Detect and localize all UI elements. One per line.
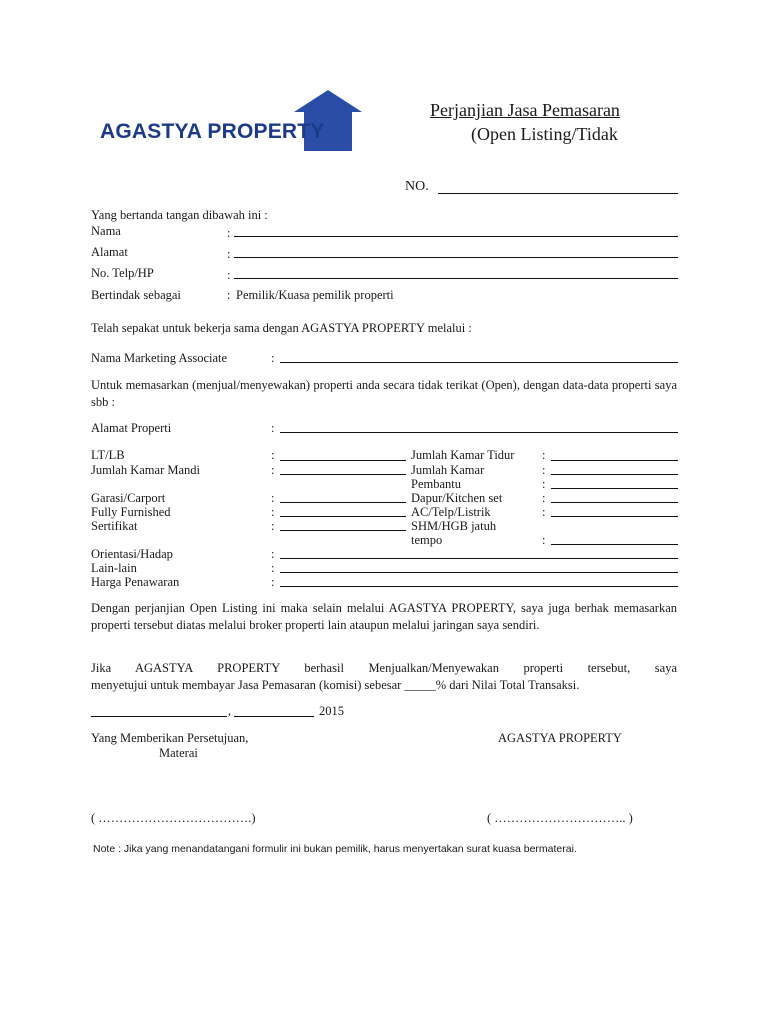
field-label-alamat: Alamat bbox=[91, 245, 128, 259]
clause-open-listing: Dengan perjanjian Open Listing ini maka selain melalui AGASTYA PROPERTY, saya juga berhak memasarkan properti tersebut diatas melalui broker properti lain ataupun melalui jaringan saya sendiri. bbox=[91, 601, 677, 632]
field-colon: : bbox=[271, 575, 275, 589]
marketing-line[interactable] bbox=[280, 362, 678, 363]
document-title: Perjanjian Jasa Pemasaran bbox=[430, 100, 620, 120]
kamar-pembantu-line[interactable] bbox=[551, 474, 678, 475]
alamat-line[interactable] bbox=[234, 257, 678, 258]
orientasi-line[interactable] bbox=[280, 558, 678, 559]
field-colon: : bbox=[542, 505, 546, 519]
field-colon: : bbox=[271, 491, 275, 505]
kamar-mandi-line[interactable] bbox=[280, 474, 406, 475]
garasi-line[interactable] bbox=[280, 502, 406, 503]
prop-label-ac: AC/Telp/Listrik bbox=[411, 505, 491, 519]
kamar-pembantu-line-2[interactable] bbox=[551, 488, 678, 489]
field-colon: : bbox=[271, 561, 275, 575]
prop-label-furnished: Fully Furnished bbox=[91, 505, 171, 519]
no-line[interactable] bbox=[438, 193, 678, 194]
field-colon: : bbox=[271, 351, 275, 365]
field-colon: : bbox=[271, 448, 275, 462]
field-colon: : bbox=[227, 226, 231, 240]
field-label-telp: No. Telp/HP bbox=[91, 266, 154, 280]
field-colon: : bbox=[271, 505, 275, 519]
field-colon: : bbox=[271, 421, 275, 435]
field-label-bertindak: Bertindak sebagai bbox=[91, 288, 181, 302]
bertindak-value: Pemilik/Kuasa pemilik properti bbox=[236, 288, 394, 302]
field-colon: : bbox=[227, 247, 231, 261]
prop-label-garasi: Garasi/Carport bbox=[91, 491, 166, 505]
signature-left-name[interactable]: ( ……………………………….) bbox=[91, 811, 256, 825]
field-colon: : bbox=[271, 519, 275, 533]
prop-label-harga: Harga Penawaran bbox=[91, 575, 180, 589]
signature-right-label: AGASTYA PROPERTY bbox=[498, 731, 622, 745]
kamar-tidur-line[interactable] bbox=[551, 460, 678, 461]
field-label-nama: Nama bbox=[91, 224, 121, 238]
clause-commission-1: Jika AGASTYA PROPERTY berhasil Menjualkan/Menyewakan properti tersebut, saya bbox=[91, 661, 677, 675]
sertifikat-line[interactable] bbox=[280, 530, 406, 531]
field-colon: : bbox=[542, 463, 546, 477]
signature-right-name[interactable]: ( ………………………….. ) bbox=[487, 811, 633, 825]
footer-note: Note : Jika yang menandatangani formulir ini bukan pemilik, harus menyertakan surat kuasa bermaterai. bbox=[93, 843, 577, 855]
prop-label-kamar-mandi: Jumlah Kamar Mandi bbox=[91, 463, 201, 477]
field-colon: : bbox=[227, 288, 231, 302]
prop-label-kamar-pembantu-2: Pembantu bbox=[411, 477, 461, 491]
date-place-line[interactable] bbox=[91, 716, 227, 717]
alamat-properti-line[interactable] bbox=[280, 432, 678, 433]
telp-line[interactable] bbox=[234, 278, 678, 279]
prop-label-ltlb: LT/LB bbox=[91, 448, 125, 462]
dapur-line[interactable] bbox=[551, 502, 678, 503]
alamat-properti-label: Alamat Properti bbox=[91, 421, 172, 435]
shm-line-2[interactable] bbox=[551, 544, 678, 545]
signature-left-label: Yang Memberikan Persetujuan, bbox=[91, 731, 249, 745]
prop-label-dapur: Dapur/Kitchen set bbox=[411, 491, 503, 505]
furnished-line[interactable] bbox=[280, 516, 406, 517]
no-label: NO. bbox=[405, 179, 429, 194]
prop-label-sertifikat: Sertifikat bbox=[91, 519, 138, 533]
purpose-paragraph: Untuk memasarkan (menjual/menyewakan) properti anda secara tidak terikat (Open), dengan data-data properti saya sbb : bbox=[91, 378, 677, 409]
prop-label-kamar-tidur: Jumlah Kamar Tidur bbox=[411, 448, 515, 462]
field-colon: : bbox=[542, 491, 546, 505]
field-colon: : bbox=[542, 533, 546, 547]
field-colon: : bbox=[271, 547, 275, 561]
lain-line[interactable] bbox=[280, 572, 678, 573]
field-colon: : bbox=[271, 463, 275, 477]
prop-label-lain: Lain-lain bbox=[91, 561, 137, 575]
harga-line[interactable] bbox=[280, 586, 678, 587]
ltlb-line[interactable] bbox=[280, 460, 406, 461]
prop-label-orientasi: Orientasi/Hadap bbox=[91, 547, 173, 561]
prop-label-shm: SHM/HGB jatuh bbox=[411, 519, 497, 533]
agreement-intro: Telah sepakat untuk bekerja sama dengan AGASTYA PROPERTY melalui : bbox=[91, 321, 472, 335]
clause-commission-2: menyetujui untuk membayar Jasa Pemasaran (komisi) sebesar _____% dari Nilai Total Transaksi. bbox=[91, 678, 580, 692]
document-subtitle: (Open Listing/Tidak bbox=[471, 124, 618, 144]
date-comma: , bbox=[228, 704, 232, 718]
date-line[interactable] bbox=[234, 716, 314, 717]
marketing-label: Nama Marketing Associate bbox=[91, 351, 228, 365]
field-colon: : bbox=[542, 448, 546, 462]
logo-text: AGASTYA PROPERTY bbox=[100, 120, 325, 143]
prop-label-kamar-pembantu: Jumlah Kamar bbox=[411, 463, 485, 477]
nama-line[interactable] bbox=[234, 236, 678, 237]
prop-label-shm-2: tempo bbox=[411, 533, 443, 547]
signatory-intro: Yang bertanda tangan dibawah ini : bbox=[91, 208, 268, 222]
ac-line[interactable] bbox=[551, 516, 678, 517]
field-colon: : bbox=[227, 268, 231, 282]
date-year: 2015 bbox=[319, 704, 344, 718]
field-colon: : bbox=[542, 477, 546, 491]
materai-label: Materai bbox=[159, 746, 198, 760]
